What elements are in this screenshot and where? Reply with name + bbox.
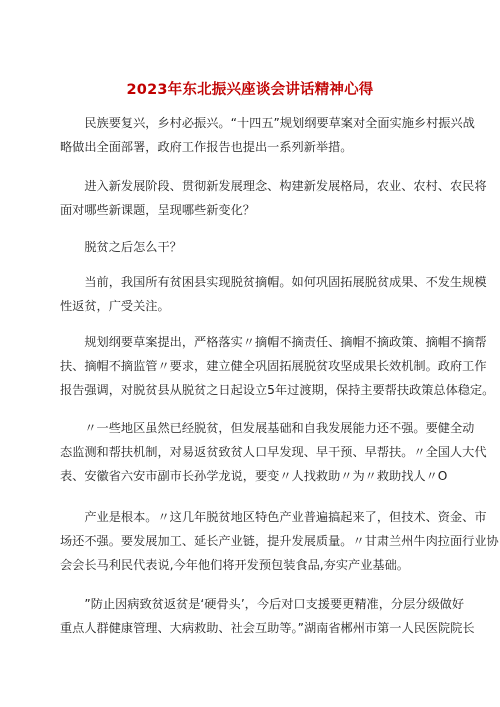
paragraph-industry xyxy=(60,505,499,577)
paragraph-line: ”防止因病致贫返贫是‘硬骨头’，今后对口支援要更精准，分层分级做好 xyxy=(60,597,465,611)
paragraph-line: 〃一些地区虽然已经脱贫，但发展基础和自我发展能力还不强。要健全动 xyxy=(60,421,475,435)
paragraph-health-poverty xyxy=(60,592,475,640)
paragraph-line: 表、安徽省六安市副市长孙学龙说，要变〃人找救助〃为〃救助找人〃O xyxy=(60,469,448,483)
paragraph-line: 产业是根本。〃这几年脱贫地区特色产业普遍搞起来了，但技术、资金、市 xyxy=(60,510,487,524)
paragraph-line: 脱贫之后怎么干？ xyxy=(60,240,182,254)
document-title: 2023年东北振兴座谈会讲话精神心得 xyxy=(126,82,374,98)
paragraph-line: 报告强调，对脱贫县从脱贫之日起设立5年过渡期，保持主要帮扶政策总体稳定。 xyxy=(60,383,495,397)
paragraph-current-status xyxy=(60,270,487,318)
paragraph-line: 场还不强。要发展加工、延长产业链，提升发展质量。〃甘肃兰州牛肉拉面行业协 xyxy=(60,534,499,548)
paragraph-line: 会会长马利民代表说,今年他们将开发预包装食品,夯实产业基础。 xyxy=(60,558,409,572)
paragraph-line: 当前，我国所有贫困县实现脱贫摘帽。如何巩固拓展脱贫成果、不发生规模 xyxy=(60,275,487,289)
paragraph-monitoring xyxy=(60,416,487,488)
paragraph-line: 略做出全面部署，政府工作报告也提出一系列新举措。 xyxy=(60,140,353,154)
paragraph-line: 性返贫，广受关注。 xyxy=(60,299,170,313)
paragraph-line: 进入新发展阶段、贯彻新发展理念、构建新发展格局，农业、农村、农民将 xyxy=(60,179,487,193)
paragraph-after-poverty xyxy=(60,235,440,259)
paragraph-line: 扶、摘帽不摘监管〃要求，建立健全巩固拓展脱贫攻坚成果长效机制。政府工作 xyxy=(60,359,487,373)
paragraph-line: 面对哪些新课题，呈现哪些新变化？ xyxy=(60,203,255,217)
paragraph-plan-requirements xyxy=(60,330,495,402)
paragraph-line: 重点人群健康管理、大病救助、社会互助等。”湖南省郴州市第一人民医院院长 xyxy=(60,621,475,635)
paragraph-rural-revitalization xyxy=(60,111,475,159)
paragraph-line: 民族要复兴，乡村必振兴。“十四五”规划纲要草案对全面实施乡村振兴战 xyxy=(60,116,475,130)
paragraph-new-stage xyxy=(60,174,487,222)
paragraph-line: 态监测和帮扶机制，对易返贫致贫人口早发现、早干预、早帮扶。〃全国人大代 xyxy=(60,445,487,459)
paragraph-line: 规划纲要草案提出，严格落实〃摘帽不摘责任、摘帽不摘政策、摘帽不摘帮 xyxy=(60,335,487,349)
